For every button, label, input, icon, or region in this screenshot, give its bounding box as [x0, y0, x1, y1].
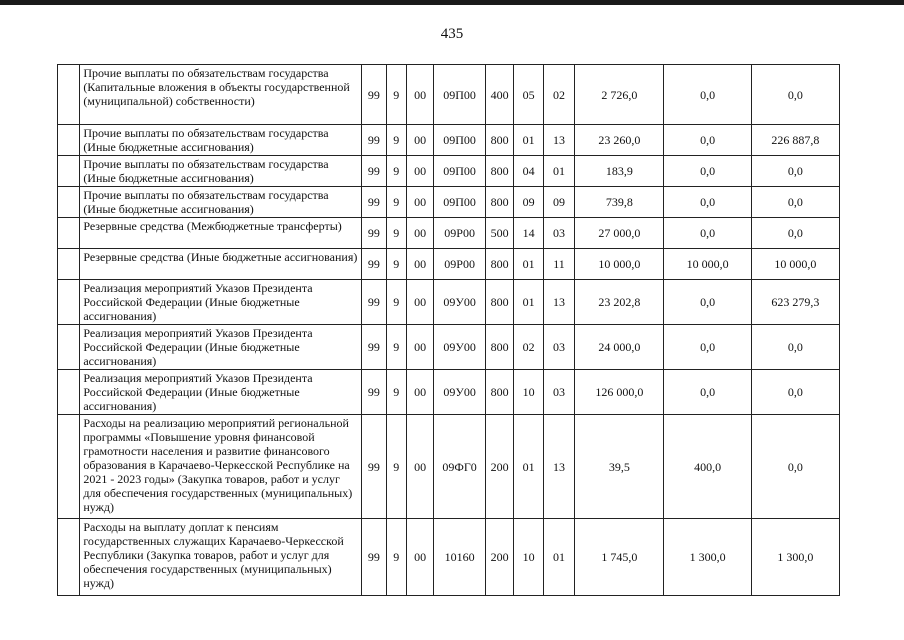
table-body: [58, 65, 840, 596]
page-number: 435: [440, 26, 464, 42]
row-name: Прочие выплаты по обязательствам государства (Иные бюджетные ассигнования): [80, 187, 362, 218]
cell-v2: 400,0: [664, 415, 751, 519]
cell-c3: 00: [406, 280, 433, 325]
cell-c7: 11: [543, 249, 574, 280]
cell-c7: 01: [543, 156, 574, 187]
cell-c6: 04: [514, 156, 543, 187]
cell-c2: 9: [386, 415, 406, 519]
cell-v2: 0,0: [664, 156, 751, 187]
cell-v1: 739,8: [575, 187, 664, 218]
cell-c2: 9: [386, 65, 406, 125]
cell-v3: 0,0: [751, 325, 839, 370]
cell-c4: 09П00: [434, 187, 486, 218]
cell-c3: 00: [406, 125, 433, 156]
cell-v1: 23 260,0: [575, 125, 664, 156]
cell-c6: 02: [514, 325, 543, 370]
table-row: [58, 519, 840, 596]
row-name: Прочие выплаты по обязательствам государства (Капитальные вложения в объекты государственной (муниципальной) собственности): [80, 65, 362, 125]
cell-c2: 9: [386, 370, 406, 415]
table-row: [58, 187, 840, 218]
cell-v3: 0,0: [751, 156, 839, 187]
blank-cell: [58, 187, 80, 218]
cell-c5: 800: [485, 156, 513, 187]
cell-c4: 09П00: [434, 125, 486, 156]
cell-c2: 9: [386, 218, 406, 249]
cell-v3: 1 300,0: [751, 519, 839, 596]
blank-cell: [58, 125, 80, 156]
cell-c3: 00: [406, 249, 433, 280]
cell-c3: 00: [406, 65, 433, 125]
cell-c3: 00: [406, 325, 433, 370]
blank-cell: [58, 280, 80, 325]
cell-v2: 0,0: [664, 370, 751, 415]
table-row: [58, 218, 840, 249]
row-name: Расходы на выплату доплат к пенсиям государственных служащих Карачаево-Черкесской Республики (Закупка товаров, работ и услуг для обеспечения государственных (муниципальных) нужд): [80, 519, 362, 596]
cell-c4: 09П00: [434, 156, 486, 187]
cell-c5: 400: [485, 65, 513, 125]
row-name: Резервные средства (Иные бюджетные ассигнования): [80, 249, 362, 280]
cell-c6: 09: [514, 187, 543, 218]
cell-v1: 1 745,0: [575, 519, 664, 596]
cell-c2: 9: [386, 156, 406, 187]
row-name: Расходы на реализацию мероприятий региональной программы «Повышение уровня финансовой грамотности населения и развитие финансового образования в Карачаево-Черкесской Республике на 2021 - 2023 годы» (Закупка товаров, работ и услуг для обеспечения государственных (муниципальных) нужд): [80, 415, 362, 519]
cell-v2: 0,0: [664, 218, 751, 249]
cell-c4: 09У00: [434, 370, 486, 415]
cell-c2: 9: [386, 187, 406, 218]
cell-c5: 200: [485, 519, 513, 596]
top-rule: [0, 0, 904, 5]
budget-table: [57, 64, 840, 596]
cell-v1: 23 202,8: [575, 280, 664, 325]
cell-c5: 500: [485, 218, 513, 249]
cell-c5: 800: [485, 325, 513, 370]
cell-c1: 99: [362, 249, 386, 280]
cell-c6: 01: [514, 280, 543, 325]
cell-c5: 800: [485, 370, 513, 415]
cell-c2: 9: [386, 280, 406, 325]
row-name: Резервные средства (Межбюджетные трансферты): [80, 218, 362, 249]
blank-cell: [58, 65, 80, 125]
cell-c3: 00: [406, 519, 433, 596]
cell-v2: 0,0: [664, 325, 751, 370]
cell-c3: 00: [406, 415, 433, 519]
cell-c4: 09У00: [434, 280, 486, 325]
cell-v2: 0,0: [664, 125, 751, 156]
table-row: [58, 415, 840, 519]
cell-c1: 99: [362, 125, 386, 156]
table-row: [58, 65, 840, 125]
cell-c1: 99: [362, 370, 386, 415]
cell-c5: 800: [485, 125, 513, 156]
row-name: Прочие выплаты по обязательствам государства (Иные бюджетные ассигнования): [80, 125, 362, 156]
cell-c7: 09: [543, 187, 574, 218]
cell-c1: 99: [362, 65, 386, 125]
cell-v1: 24 000,0: [575, 325, 664, 370]
cell-v1: 27 000,0: [575, 218, 664, 249]
cell-c1: 99: [362, 325, 386, 370]
cell-v3: 0,0: [751, 65, 839, 125]
row-name: Реализация мероприятий Указов Президента Российской Федерации (Иные бюджетные ассигнования): [80, 280, 362, 325]
cell-c6: 01: [514, 249, 543, 280]
blank-cell: [58, 218, 80, 249]
cell-c7: 03: [543, 218, 574, 249]
blank-cell: [58, 325, 80, 370]
cell-v3: 0,0: [751, 218, 839, 249]
row-name: Реализация мероприятий Указов Президента Российской Федерации (Иные бюджетные ассигнования): [80, 325, 362, 370]
cell-c7: 13: [543, 280, 574, 325]
cell-c4: 09Р00: [434, 249, 486, 280]
cell-c7: 01: [543, 519, 574, 596]
table-row: [58, 370, 840, 415]
blank-cell: [58, 519, 80, 596]
table-row: [58, 125, 840, 156]
cell-c7: 03: [543, 370, 574, 415]
cell-c5: 800: [485, 187, 513, 218]
cell-c7: 02: [543, 65, 574, 125]
table-row: [58, 325, 840, 370]
cell-v3: 226 887,8: [751, 125, 839, 156]
cell-v1: 126 000,0: [575, 370, 664, 415]
cell-c2: 9: [386, 325, 406, 370]
cell-c5: 800: [485, 280, 513, 325]
cell-v2: 0,0: [664, 65, 751, 125]
cell-v2: 0,0: [664, 280, 751, 325]
cell-c7: 03: [543, 325, 574, 370]
cell-c1: 99: [362, 415, 386, 519]
cell-v2: 10 000,0: [664, 249, 751, 280]
cell-c6: 01: [514, 125, 543, 156]
cell-c4: 10160: [434, 519, 486, 596]
row-name: Прочие выплаты по обязательствам государства (Иные бюджетные ассигнования): [80, 156, 362, 187]
cell-v3: 0,0: [751, 415, 839, 519]
cell-c6: 01: [514, 415, 543, 519]
cell-c1: 99: [362, 187, 386, 218]
cell-c4: 09Р00: [434, 218, 486, 249]
cell-c6: 14: [514, 218, 543, 249]
cell-v1: 39,5: [575, 415, 664, 519]
cell-v3: 10 000,0: [751, 249, 839, 280]
cell-c4: 09У00: [434, 325, 486, 370]
cell-c1: 99: [362, 280, 386, 325]
cell-v3: 0,0: [751, 187, 839, 218]
cell-c5: 800: [485, 249, 513, 280]
cell-c2: 9: [386, 519, 406, 596]
cell-c3: 00: [406, 187, 433, 218]
blank-cell: [58, 415, 80, 519]
cell-c1: 99: [362, 218, 386, 249]
cell-c6: 10: [514, 519, 543, 596]
cell-v2: 1 300,0: [664, 519, 751, 596]
cell-c4: 09П00: [434, 65, 486, 125]
cell-v3: 0,0: [751, 370, 839, 415]
cell-v2: 0,0: [664, 187, 751, 218]
blank-cell: [58, 249, 80, 280]
cell-c7: 13: [543, 415, 574, 519]
table-row: [58, 249, 840, 280]
table-row: [58, 280, 840, 325]
blank-cell: [58, 156, 80, 187]
cell-c2: 9: [386, 249, 406, 280]
cell-c4: 09ФГ0: [434, 415, 486, 519]
table-row: [58, 156, 840, 187]
row-name: Реализация мероприятий Указов Президента Российской Федерации (Иные бюджетные ассигнования): [80, 370, 362, 415]
cell-v1: 183,9: [575, 156, 664, 187]
cell-v3: 623 279,3: [751, 280, 839, 325]
cell-v1: 2 726,0: [575, 65, 664, 125]
cell-c3: 00: [406, 156, 433, 187]
cell-c3: 00: [406, 218, 433, 249]
cell-c6: 10: [514, 370, 543, 415]
cell-c1: 99: [362, 519, 386, 596]
cell-c5: 200: [485, 415, 513, 519]
cell-c1: 99: [362, 156, 386, 187]
cell-c3: 00: [406, 370, 433, 415]
cell-c7: 13: [543, 125, 574, 156]
cell-c2: 9: [386, 125, 406, 156]
cell-c6: 05: [514, 65, 543, 125]
blank-cell: [58, 370, 80, 415]
cell-v1: 10 000,0: [575, 249, 664, 280]
